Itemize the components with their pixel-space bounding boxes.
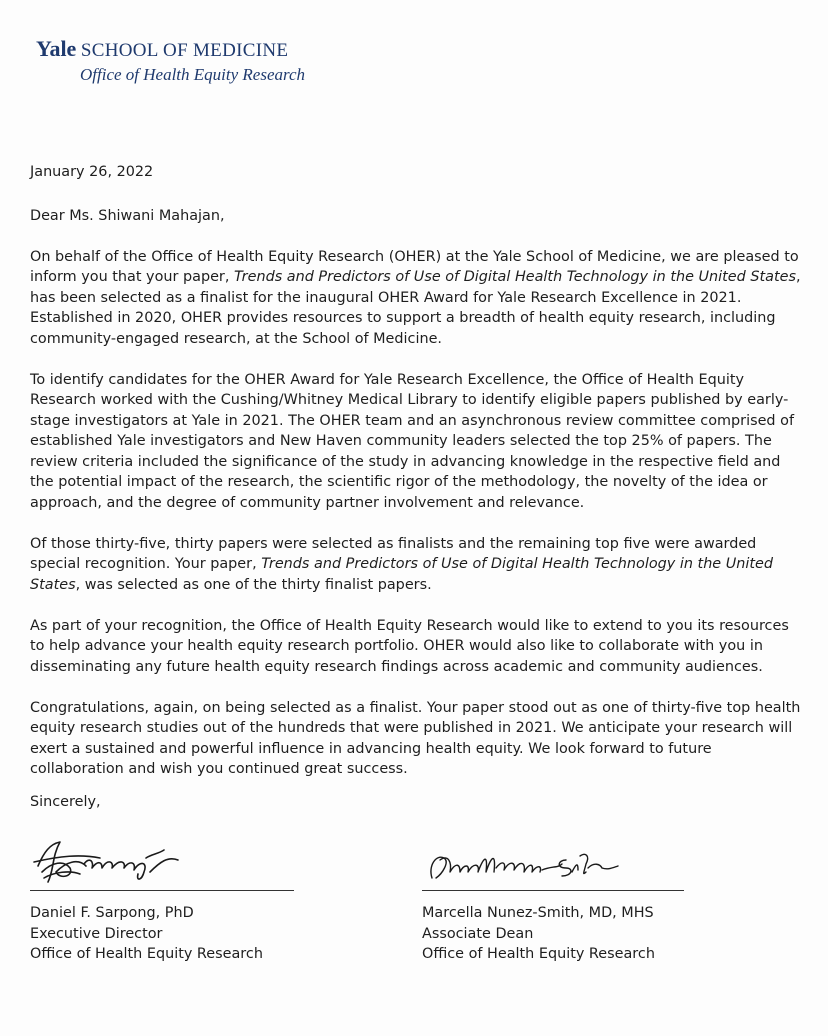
paragraph-2: To identify candidates for the OHER Award for Yale Research Excellence, the Office of Health Equity Research worked with the Cushing/Whitney Medical Library to identify eligible papers published by early-stage investigators at Yale in 2021. The OHER team and an asynchronous review committee comprised of established Yale investigators and New Haven community leaders selected the top 25% of papers. The review criteria included the significance of the study in advancing knowledge in the respective field and the potential impact of the research, the scientific rigor of the methodology, the novelty of the idea or approach, and the degree of community partner involvement and relevance. — [30, 371, 795, 511]
paragraph-3-end: , was selected as one of the thirty finalist papers. — [75, 576, 432, 593]
signature-block-left — [30, 832, 294, 965]
signature-sarpong — [30, 832, 294, 888]
paragraph-1-end: , has been selected as a finalist for the inaugural OHER Award for Yale Research Excellence in 2021. Established in 2020, OHER provides resources to support a breadth of health equity research, including community-engaged research, at the School of Medicine. — [30, 269, 801, 347]
signatory-name: Daniel F. Sarpong, PhD — [30, 905, 194, 921]
signature-nunez-smith — [422, 832, 684, 888]
salutation: Dear Ms. Shiwani Mahajan, — [30, 207, 225, 224]
paragraph-5: Congratulations, again, on being selected as a finalist. Your paper stood out as one of thirty-five top health equity research studies out of the hundreds that were published in 2021. We anticipate your research will exert a sustained and powerful influence in advancing health equity. We look forward to future collaboration and wish you continued great success. — [30, 699, 801, 777]
paragraph-3 — [30, 534, 802, 596]
signatory-office: Office of Health Equity Research — [30, 946, 263, 962]
letterhead-office: Office of Health Equity Research — [80, 65, 306, 84]
paper-title: Trends and Predictors of Use of Digital Health Technology in the United States — [234, 269, 796, 285]
paragraph-1-start: On behalf of the Office of Health Equity Research (OHER) at the Yale School of Medicine, we are pleased to inform you that your paper, — [30, 248, 799, 285]
letterhead-school-name: SCHOOL OF MEDICINE — [80, 40, 289, 61]
letterhead — [36, 36, 305, 85]
letter-date: January 26, 2022 — [30, 164, 154, 180]
paper-title: Trends and Predictors of Use of Digital Health Technology in the United States — [30, 556, 774, 593]
signature-block-right — [422, 832, 684, 965]
letterhead-yale: Yale — [36, 36, 77, 61]
signature-line — [422, 890, 684, 891]
paragraph-4: As part of your recognition, the Office of Health Equity Research would like to extend to you its resources to help advance your health equity research portfolio. OHER would also like to collaborate with you in disseminating any future health equity research findings across academic and community audiences. — [30, 617, 789, 675]
closing: Sincerely, — [30, 794, 101, 810]
letterhead-school — [36, 36, 305, 62]
paragraph-3-start: Of those thirty-five, thirty papers were selected as finalists and the remaining top five were awarded special recognition. Your paper, — [30, 535, 757, 572]
signatory-title: Associate Dean — [422, 925, 534, 942]
signatory-office: Office of Health Equity Research — [422, 946, 655, 962]
paragraph-1 — [30, 247, 802, 350]
signatory-title: Executive Director — [30, 925, 163, 942]
signature-line — [30, 890, 294, 891]
signatory-name: Marcella Nunez-Smith, MD, MHS — [422, 905, 654, 921]
letter-body — [30, 162, 802, 800]
